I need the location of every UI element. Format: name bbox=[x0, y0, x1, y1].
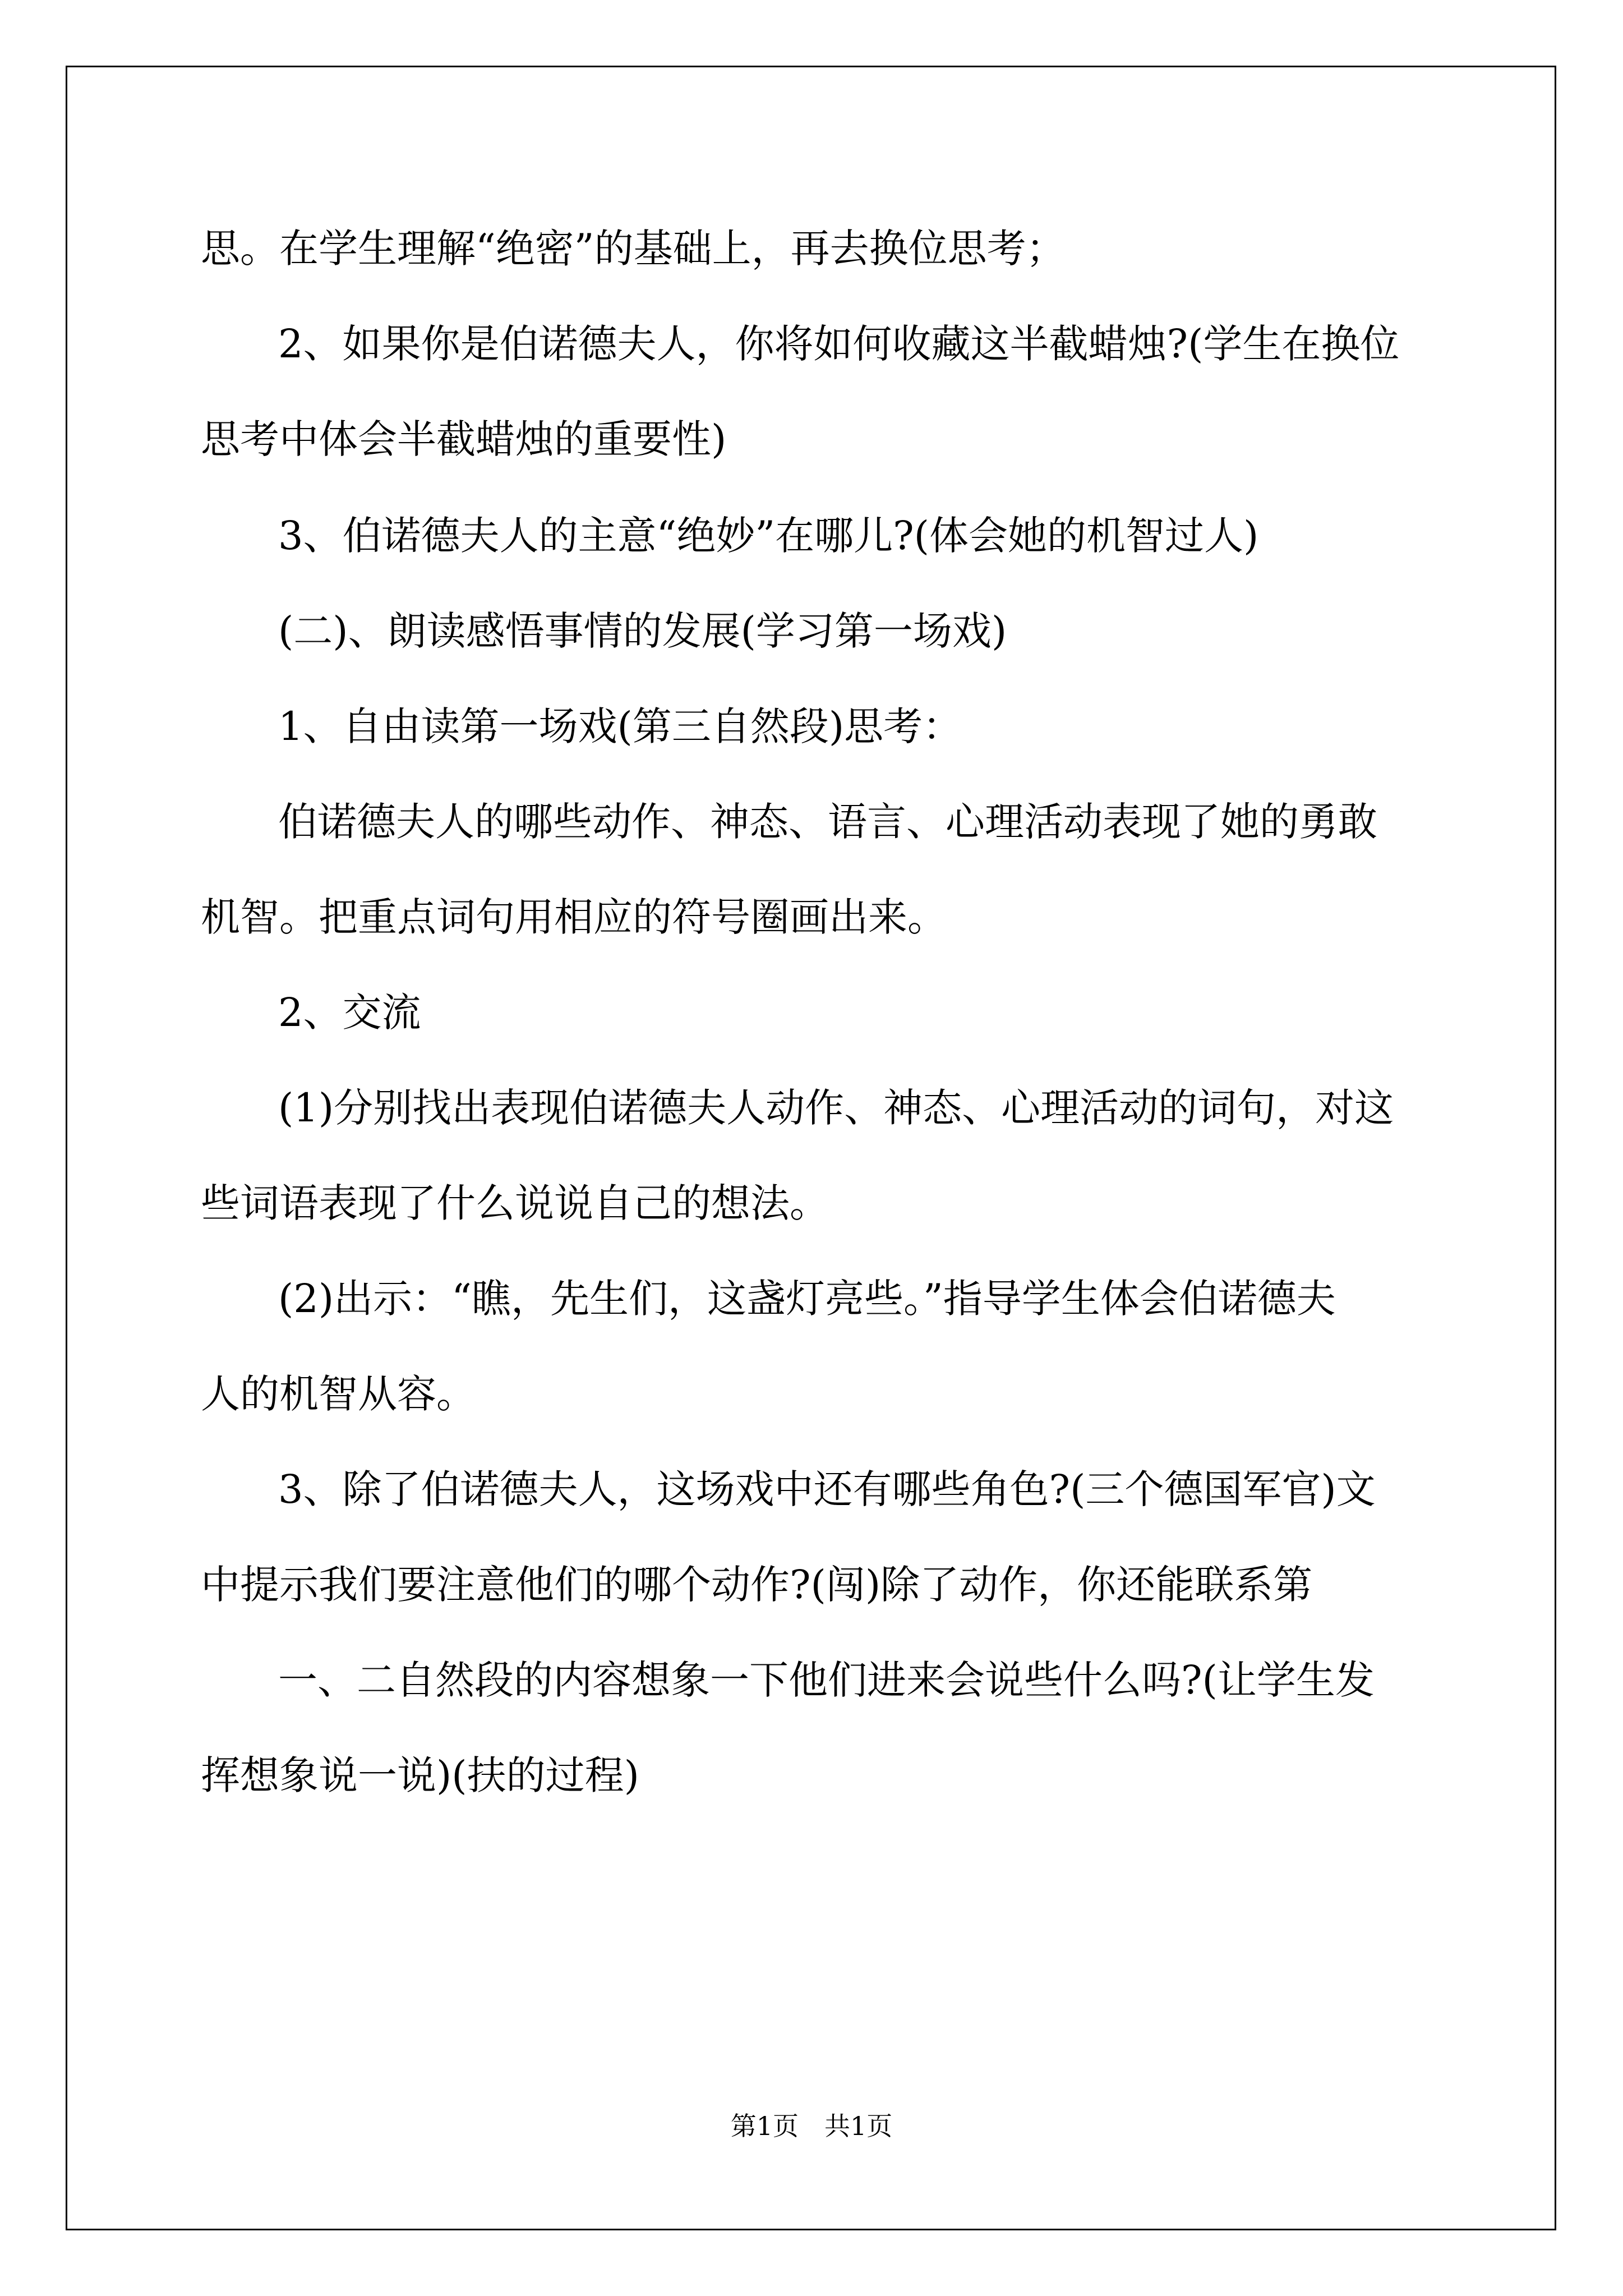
text-line: 中提示我们要注意他们的哪个动作?(闯)除了动作，你还能联系第 bbox=[201, 1562, 1313, 1608]
text-line: 3、伯诺德夫人的主意“绝妙”在哪儿?(体会她的机智过人) bbox=[278, 513, 1259, 559]
text-line: (二)、朗读感悟事情的发展(学习第一场戏) bbox=[278, 608, 1007, 654]
text-line: 思。在学生理解“绝密”的基础上，再去换位思考； bbox=[201, 226, 1066, 272]
text-line: 伯诺德夫人的哪些动作、神态、语言、心理活动表现了她的勇敢 bbox=[278, 799, 1377, 845]
text-line: 1、自由读第一场戏(第三自然段)思考： bbox=[278, 703, 962, 749]
text-line: 3、除了伯诺德夫人，这场戏中还有哪些角色?(三个德国军官)文 bbox=[278, 1466, 1376, 1512]
text-line: 2、如果你是伯诺德夫人，你将如何收藏这半截蜡烛?(学生在换位 bbox=[278, 321, 1400, 367]
text-line: (1)分别找出表现伯诺德夫人动作、神态、心理活动的词句，对这 bbox=[278, 1085, 1394, 1131]
text-line: 挥想象说一说)(扶的过程) bbox=[201, 1752, 639, 1798]
text-line: 些词语表现了什么说说自己的想法。 bbox=[201, 1180, 829, 1226]
text-line: (2)出示：“瞧，先生们，这盏灯亮些。”指导学生体会伯诺德夫 bbox=[278, 1276, 1336, 1322]
page-border bbox=[66, 66, 1556, 2230]
text-line: 机智。把重点词句用相应的符号圈画出来。 bbox=[201, 894, 947, 940]
text-line: 人的机智从容。 bbox=[201, 1371, 476, 1417]
text-line: 一、二自然段的内容想象一下他们进来会说些什么吗?(让学生发 bbox=[278, 1657, 1375, 1703]
page-number-footer: 第1页 共1页 bbox=[730, 2111, 893, 2141]
text-line: 2、交流 bbox=[278, 990, 421, 1036]
text-line: 思考中体会半截蜡烛的重要性) bbox=[201, 416, 727, 462]
